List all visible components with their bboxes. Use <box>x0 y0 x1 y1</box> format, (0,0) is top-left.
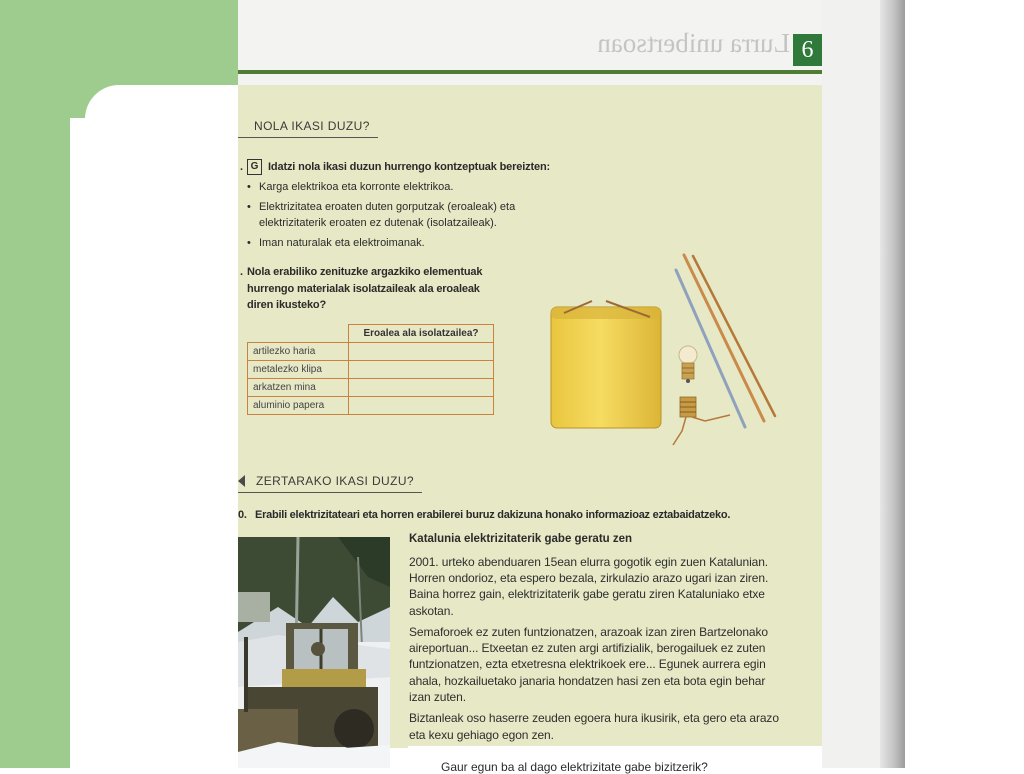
materials-table <box>247 324 494 415</box>
article-line: Semaforoek ez zuten funtzionatzen, arazoak izan ziren Bartzelonako <box>409 625 768 639</box>
bottom-question: Gaur egun ba al dago elektrizitate gabe bizitzerik? <box>441 760 708 774</box>
material-cell: aluminio papera <box>248 397 349 415</box>
table-row <box>248 343 494 361</box>
bullet-item: Elektrizitatea eroaten duten gorputzak (eroaleak) eta <box>259 201 516 213</box>
question-number: . <box>240 161 243 173</box>
table-header-cell: Eroalea ala isolatzailea? <box>349 325 494 343</box>
answer-cell <box>349 379 494 397</box>
table-row <box>248 397 494 415</box>
article-line: ahala, hozkailuetako janaria hondatzen hasi zen eta bota egin behar <box>409 674 766 688</box>
question-discuss-text: Erabili elektrizitateari eta horren erabilerei buruz dakizuna honako informazioaz eztabaidatzeko. <box>255 509 731 521</box>
table-row <box>248 379 494 397</box>
article-line: aireportuan... Etxeetan ez zuten argi artifizialik, berogailuek ez zuten <box>409 641 766 655</box>
electric-components-illustration <box>540 245 790 455</box>
question-materials-line: diren ikusteko? <box>247 299 327 311</box>
table-row <box>248 361 494 379</box>
article-line: funtzionatzen, ezta etxetresna elektrikoek ere... Egunek aurrera egin <box>409 657 766 671</box>
snow-tractor-photo <box>238 537 390 768</box>
answer-cell <box>349 361 494 379</box>
section-heading-purpose: ZERTARAKO IKASI DUZU? <box>256 474 414 488</box>
question-number: . <box>240 266 243 278</box>
light-bulb-icon <box>679 346 697 383</box>
bullet-icon: • <box>247 181 251 193</box>
article-line: askotan. <box>409 604 454 618</box>
table-header-row <box>248 325 494 343</box>
article-line: 2001. urteko abenduaren 15ean elurra gogotik egin zuen Katalunian. <box>409 555 769 569</box>
material-cell: artilezko haria <box>248 343 349 361</box>
page-margin <box>822 0 880 768</box>
header-rule <box>238 70 822 74</box>
article-line: eta kexu gehiago egon zen. <box>409 728 554 742</box>
article-line: izan zuten. <box>409 690 466 704</box>
article-line: Baina horrez gain, elektrizitaterik gabe geratu ziren Kataluniako etxe <box>409 587 765 601</box>
question-materials-line: Nola erabiliko zenituzke argazkiko elementuak <box>247 266 483 278</box>
bullet-item-continued: elektrizitaterik eroaten ez dutenak (isolatzaileak). <box>259 217 497 229</box>
chapter-number-badge: 6 <box>793 34 822 66</box>
section-heading-rule <box>238 137 378 138</box>
material-cell: arkatzen mina <box>248 379 349 397</box>
material-cell: metalezko klipa <box>248 361 349 379</box>
article-title: Katalunia elektrizitaterik gabe geratu zen <box>409 533 633 545</box>
table-corner-cell <box>248 325 349 343</box>
question-number: 0. <box>238 509 247 521</box>
mirrored-chapter-title: Lurra unibertsoan <box>597 28 790 58</box>
answer-cell <box>349 397 494 415</box>
question-materials-line: hurrengo materialak isolatzaileak ala eroaleak <box>247 283 480 295</box>
section-heading-learned: NOLA IKASI DUZU? <box>254 119 370 133</box>
group-tag-badge: G <box>247 159 262 175</box>
article-line: Biztanleak oso haserre zeuden egoera hura ikusirik, eta gero eta arazo <box>409 711 779 725</box>
battery-icon <box>551 301 661 428</box>
article-line: Horren ondorioz, eta espero bezala, zirkulazio arazo ugari izan ziren. <box>409 571 769 585</box>
bullet-icon: • <box>247 201 251 213</box>
bullet-icon: • <box>247 237 251 249</box>
page-binding-shadow <box>880 0 905 768</box>
question-concepts-text: Idatzi nola ikasi duzun hurrengo kontzeptuak bereizten: <box>268 161 551 173</box>
bullet-item: Iman naturalak eta elektroimanak. <box>259 237 425 249</box>
section-marker-icon <box>238 474 246 488</box>
bulb-socket-icon <box>673 397 730 445</box>
bullet-item: Karga elektrikoa eta korronte elektrikoa. <box>259 181 454 193</box>
section-heading-rule <box>238 492 422 493</box>
slide-white-card <box>70 118 238 768</box>
answer-cell <box>349 343 494 361</box>
